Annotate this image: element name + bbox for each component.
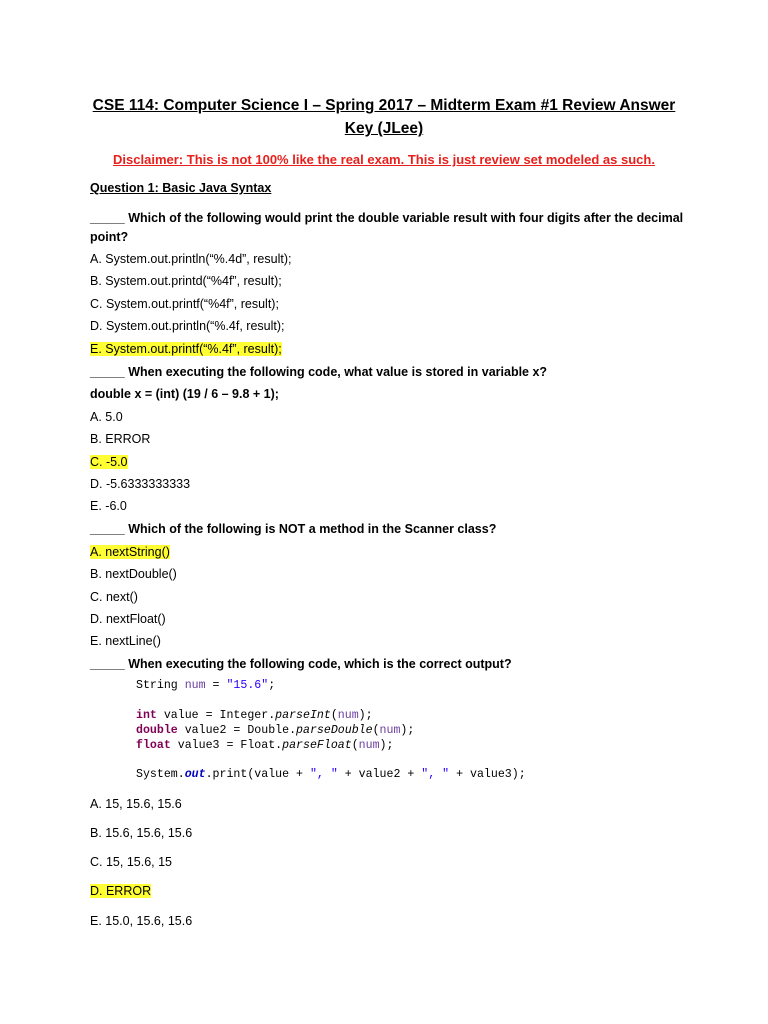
q3-option-d: D. nextFloat() xyxy=(90,612,166,626)
disclaimer: Disclaimer: This is not 100% like the real exam. This is just review set modeled as such. xyxy=(113,152,655,167)
document-title xyxy=(60,94,708,140)
code-line-1 xyxy=(136,679,275,692)
q4-option-e: E. 15.0, 15.6, 15.6 xyxy=(90,914,193,928)
q2-option-e: E. -6.0 xyxy=(90,499,127,513)
q3-option-e: E. nextLine() xyxy=(90,634,161,648)
q1-prompt-line-2: point? xyxy=(90,230,129,244)
code-string: ", " xyxy=(421,768,450,781)
code-text: System. xyxy=(136,768,185,781)
code-method: parseDouble xyxy=(296,724,373,737)
code-var: num xyxy=(358,739,380,752)
code-string: ", " xyxy=(309,768,338,781)
code-string: "15.6" xyxy=(226,679,269,692)
q2-option-a: A. 5.0 xyxy=(90,410,123,424)
q4-option-b: B. 15.6, 15.6, 15.6 xyxy=(90,826,193,840)
q1-option-e-answer: E. System.out.printf(“%.4f”, result); xyxy=(90,342,282,356)
title-line-1: CSE 114: Computer Science I – Spring 2017 – Midterm Exam #1 Review Answer xyxy=(92,97,676,114)
code-text: = xyxy=(205,679,227,692)
code-text: + value2 + xyxy=(337,768,422,781)
code-var: num xyxy=(379,724,401,737)
q1-option-c: C. System.out.printf(“%4f”, result); xyxy=(90,297,279,311)
code-text: ); xyxy=(379,739,394,752)
code-line-4: float value3 = Float.parseFloat(num); xyxy=(136,739,394,752)
q4-option-a: A. 15, 15.6, 15.6 xyxy=(90,797,182,811)
code-text: ); xyxy=(358,709,373,722)
title-line-2: Key (JLee) xyxy=(344,120,424,137)
code-line-3: double value2 = Double.parseDouble(num); xyxy=(136,724,415,737)
q1-option-d: D. System.out.println(“%.4f, result); xyxy=(90,319,285,333)
code-keyword: int xyxy=(136,709,157,722)
code-text: = Double. xyxy=(226,724,297,737)
code-text: = Integer. xyxy=(198,709,276,722)
code-type: String xyxy=(136,679,178,692)
q3-option-b: B. nextDouble() xyxy=(90,567,177,581)
code-text: value xyxy=(156,709,199,722)
code-text: value2 xyxy=(177,724,227,737)
code-text: + value3); xyxy=(449,768,526,781)
q2-option-d: D. -5.6333333333 xyxy=(90,477,191,491)
q3-option-c: C. next() xyxy=(90,590,138,604)
q1-option-b: B. System.out.printd(“%4f”, result); xyxy=(90,274,282,288)
q4-option-d-answer: D. ERROR xyxy=(90,884,152,898)
code-line-2: int value = Integer.parseInt(num); xyxy=(136,709,373,722)
code-text: ; xyxy=(268,679,276,692)
q1-prompt-line-1: _____ Which of the following would print the double variable result with four digits after the decimal xyxy=(90,211,684,225)
code-text: value3 xyxy=(170,739,220,752)
section-heading: Question 1: Basic Java Syntax xyxy=(90,181,272,195)
q2-prompt: _____ When executing the following code, what value is stored in variable x? xyxy=(90,365,548,379)
code-field: out xyxy=(184,768,206,781)
q3-option-a-answer: A. nextString() xyxy=(90,545,170,559)
code-text: .print(value + xyxy=(205,768,310,781)
code-text: ); xyxy=(400,724,415,737)
q2-code: double x = (int) (19 / 6 – 9.8 + 1); xyxy=(90,387,279,401)
code-var: num xyxy=(337,709,359,722)
code-var: num xyxy=(184,679,206,692)
q2-option-b: B. ERROR xyxy=(90,432,151,446)
code-method: parseFloat xyxy=(282,739,352,752)
code-keyword: float xyxy=(136,739,171,752)
q2-option-c-answer: C. -5.0 xyxy=(90,455,128,469)
q4-prompt: _____ When executing the following code, which is the correct output? xyxy=(90,657,512,671)
code-text: = Float. xyxy=(219,739,283,752)
code-keyword: double xyxy=(136,724,178,737)
q4-option-c: C. 15, 15.6, 15 xyxy=(90,855,173,869)
code-method: parseInt xyxy=(275,709,331,722)
q3-prompt: _____ Which of the following is NOT a method in the Scanner class? xyxy=(90,522,497,536)
code-line-5 xyxy=(136,768,526,781)
q1-option-a: A. System.out.println(“%.4d”, result); xyxy=(90,252,292,266)
